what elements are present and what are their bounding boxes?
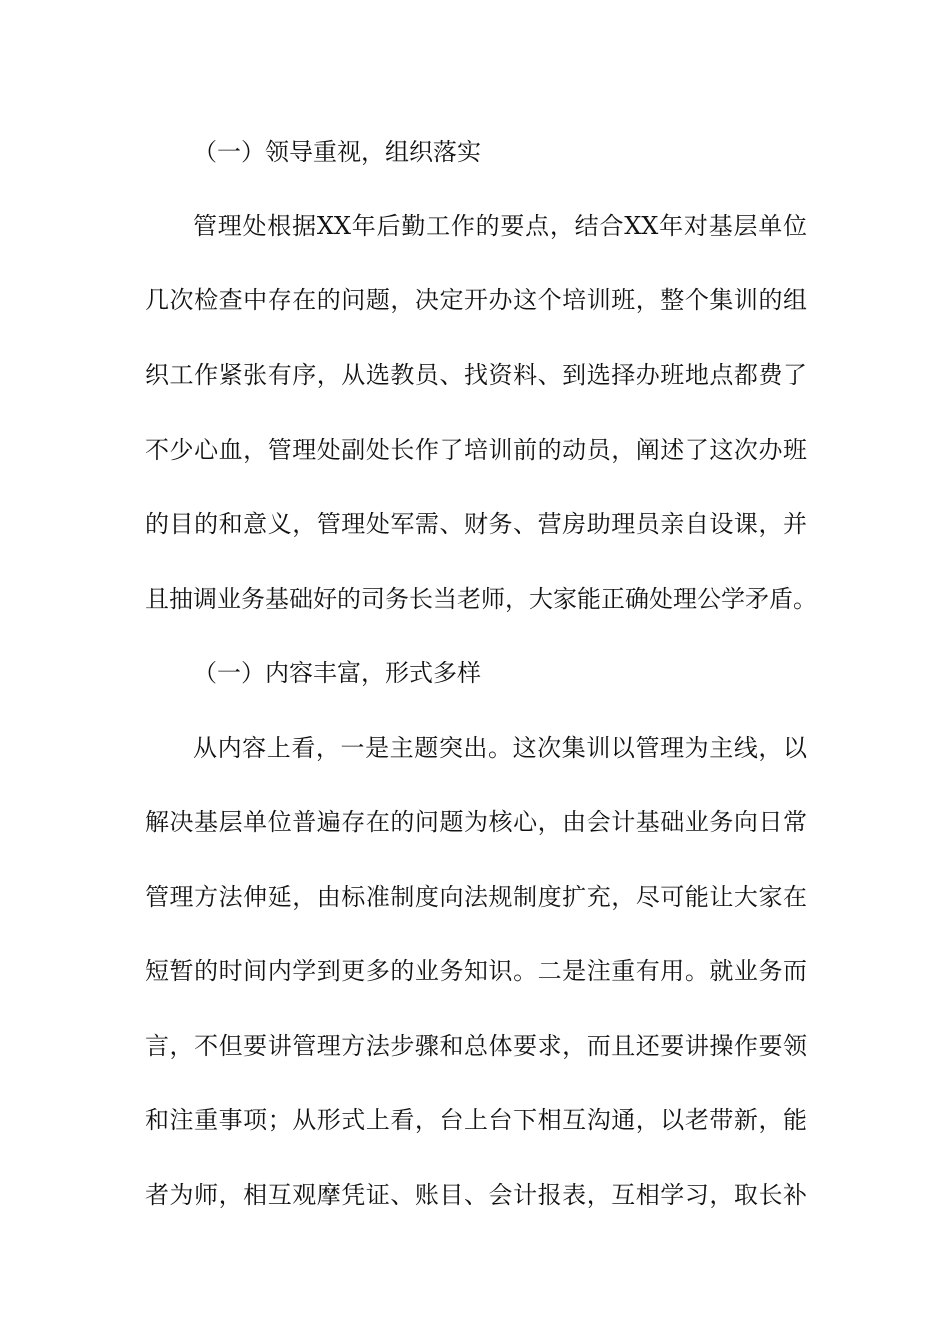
paragraph-line: 言，不但要讲管理方法步骤和总体要求，而且还要讲操作要领 [145, 1032, 807, 1060]
paragraph-line: 解决基层单位普遍存在的问题为核心，由会计基础业务向日常 [145, 808, 807, 836]
paragraph-line: 管理处根据XX年后勤工作的要点，结合XX年对基层单位 [193, 212, 807, 240]
paragraph-line: 管理方法伸延，由标准制度向法规制度扩充，尽可能让大家在 [145, 883, 807, 911]
paragraph-line: 且抽调业务基础好的司务长当老师，大家能正确处理公学矛盾。 [145, 585, 817, 613]
paragraph-line: 几次检查中存在的问题，决定开办这个培训班，整个集训的组 [145, 286, 807, 314]
section-heading: （一）内容丰富，形式多样 [193, 659, 481, 687]
paragraph-line: 的目的和意义，管理处军需、财务、营房助理员亲自设课，并 [145, 510, 807, 538]
section-heading: （一）领导重视，组织落实 [193, 138, 481, 166]
paragraph-line: 不少心血，管理处副处长作了培训前的动员，阐述了这次办班 [145, 436, 807, 464]
paragraph-line: 者为师，相互观摩凭证、账目、会计报表，互相学习，取长补 [145, 1181, 807, 1209]
paragraph-line: 和注重事项；从形式上看，台上台下相互沟通，以老带新，能 [145, 1106, 807, 1134]
paragraph-line: 短暂的时间内学到更多的业务知识。二是注重有用。就业务而 [145, 957, 807, 985]
paragraph-line: 织工作紧张有序，从选教员、找资料、到选择办班地点都费了 [145, 361, 807, 389]
paragraph-line: 从内容上看，一是主题突出。这次集训以管理为主线，以 [193, 734, 807, 762]
